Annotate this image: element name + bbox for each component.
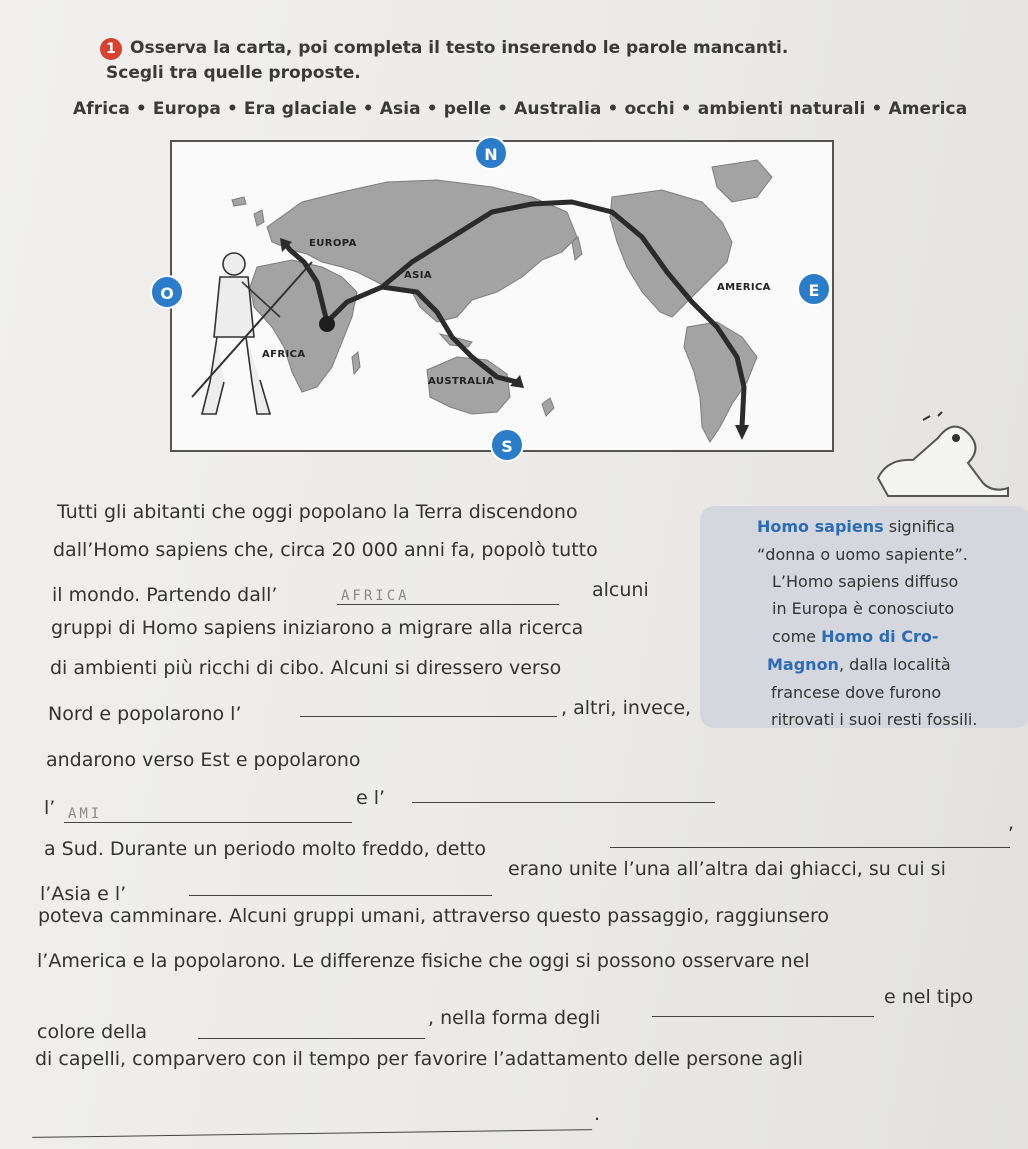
label-asia: ASIA [404, 270, 433, 281]
blank-9[interactable] [32, 1108, 592, 1138]
text-line-15: . [594, 1103, 601, 1125]
arrow-america [735, 425, 749, 440]
compass-north: N [474, 136, 508, 170]
exercise-number-badge: 1 [100, 38, 122, 60]
map-drawing [172, 142, 834, 452]
word-bank: Africa • Europa • Era glaciale • Asia • pelle • Australia • occhi • ambienti naturali • America [73, 99, 968, 119]
blank-8[interactable] [652, 995, 874, 1017]
text-line-3a: il mondo. Partendo dall’ [52, 584, 278, 606]
text-line-2: dall’Homo sapiens che, circa 20 000 anni fa, popolò tutto [53, 539, 598, 561]
compass-south: S [490, 428, 524, 462]
label-europa: EUROPA [309, 238, 357, 249]
label-australia: AUSTRALIA [428, 376, 495, 387]
greenland-shape [712, 160, 772, 202]
text-line-12: l’America e la popolarono. Le differenze fisiche che oggi si possono osservare nel [37, 950, 810, 972]
iceland-shape [232, 197, 246, 206]
origin-point [319, 316, 335, 332]
compass-west: O [150, 275, 184, 309]
sidebox-line-7: francese dove furono [771, 683, 942, 702]
blank-4[interactable] [412, 781, 715, 803]
text-line-13c: e nel tipo [884, 986, 974, 1008]
sidebox-line-2: “donna o uomo sapiente”. [757, 545, 968, 564]
text-line-1: Tutti gli abitanti che oggi popolano la Terra discendono [57, 501, 578, 523]
world-map [170, 140, 834, 452]
sidebox-line-8: ritrovati i suoi resti fossili. [771, 710, 978, 729]
sidebox-line-3: L’Homo sapiens diffuso [772, 572, 959, 591]
text-line-13b: , nella forma degli [428, 1007, 601, 1029]
text-line-4: gruppi di Homo sapiens iniziarono a migrare alla ricerca [51, 617, 584, 639]
text-line-9b: , [1008, 812, 1015, 834]
instruction-line-2: Scegli tra quelle proposte. [106, 63, 361, 83]
japan-shape [572, 237, 582, 260]
madagascar-shape [352, 352, 360, 374]
text-line-9a: a Sud. Durante un periodo molto freddo, detto [44, 838, 486, 860]
text-line-8b: e l’ [356, 787, 386, 809]
north-america-shape [610, 190, 732, 317]
compass-east: E [797, 272, 831, 306]
south-america-shape [684, 322, 757, 442]
text-line-6b: , altri, invece, [561, 697, 692, 719]
text-line-13a: colore della [37, 1021, 148, 1043]
text-line-8a: l’ [44, 797, 56, 819]
blank-2[interactable] [300, 695, 557, 717]
africa-shape [250, 260, 357, 392]
text-line-10b: erano unite l’una all’altra dai ghiacci, su cui si [508, 858, 946, 880]
text-line-14: di capelli, comparvero con il tempo per favorire l’adattamento delle persone agli [35, 1048, 804, 1070]
text-line-7: andarono verso Est e popolarono [46, 749, 361, 771]
blank-1-africa[interactable]: AFRICA [337, 583, 559, 605]
blank-6[interactable] [189, 874, 492, 896]
text-line-11: poteva camminare. Alcuni gruppi umani, attraverso questo passaggio, raggiunsero [38, 905, 829, 927]
sidebox-line-5: come Homo di Cro- [772, 627, 939, 646]
label-america: AMERICA [717, 282, 771, 293]
text-line-3b: alcuni [592, 579, 649, 601]
mascot-character [868, 408, 1018, 498]
instruction-line-1: Osserva la carta, poi completa il testo inserendo le parole mancanti. [130, 38, 789, 58]
blank-5[interactable] [610, 826, 1010, 848]
new-zealand-shape [542, 398, 554, 416]
text-line-6a: Nord e popolarono l’ [48, 703, 242, 725]
sidebox-line-4: in Europa è conosciuto [772, 599, 955, 618]
uk-shape [254, 210, 264, 226]
blank-3-america[interactable]: AMI [64, 801, 352, 823]
text-line-10a: l’Asia e l’ [40, 883, 127, 905]
blank-7[interactable] [198, 1017, 425, 1039]
label-africa: AFRICA [262, 349, 306, 360]
sidebox-line-6: Magnon, dalla località [767, 655, 951, 674]
text-line-5: di ambienti più ricchi di cibo. Alcuni si diressero verso [50, 657, 562, 679]
sidebox-line-1: Homo sapiens significa [757, 517, 955, 536]
